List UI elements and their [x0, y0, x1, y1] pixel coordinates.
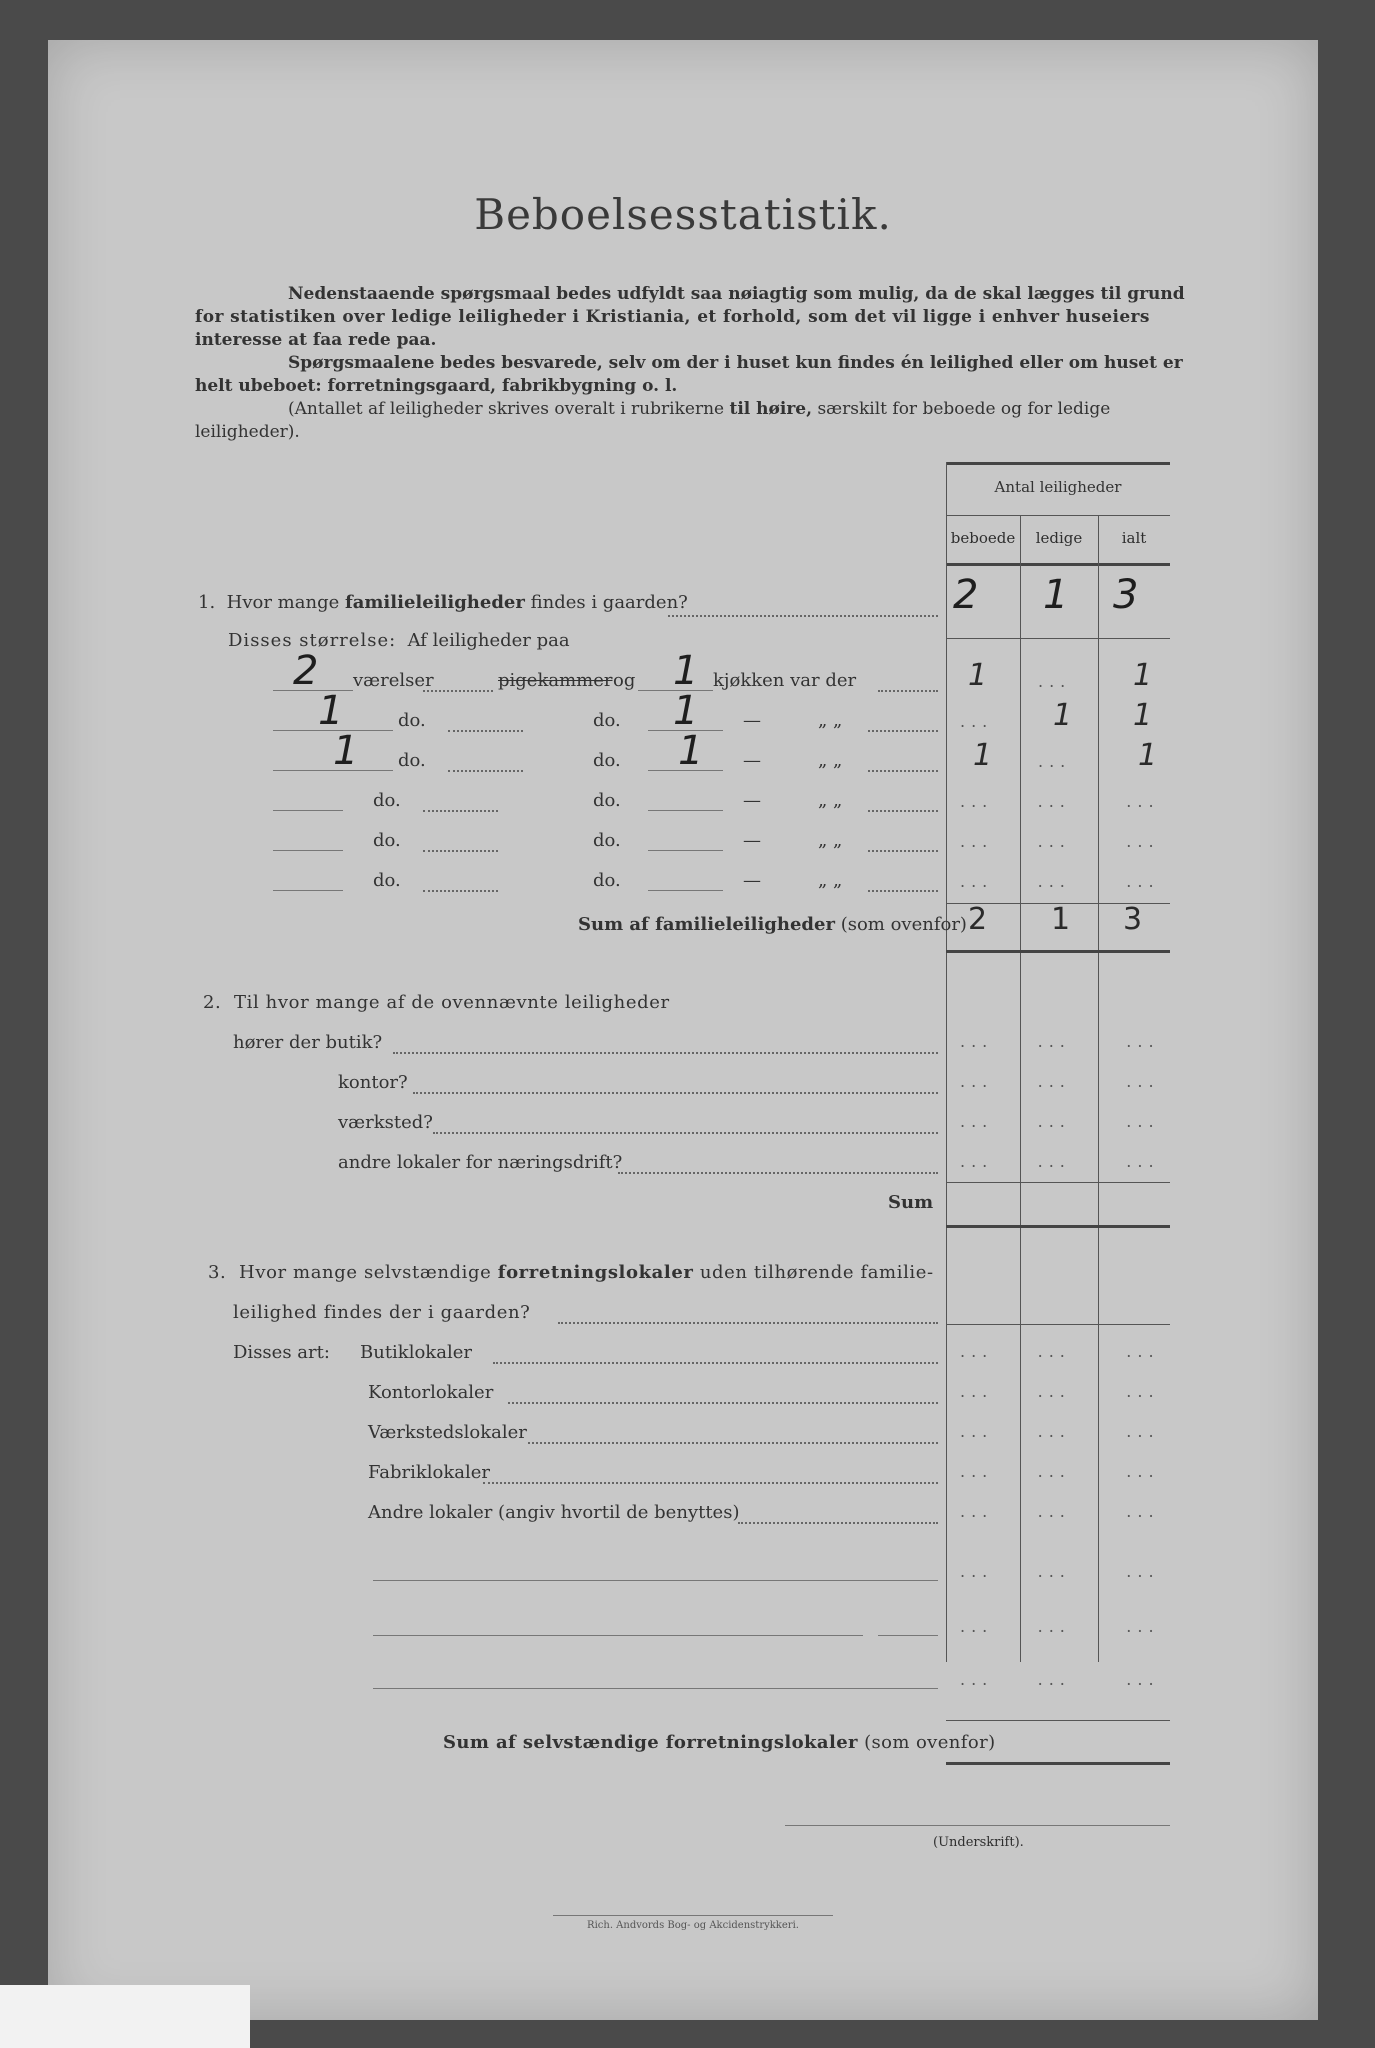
col-header-ledige: ledige — [1035, 529, 1083, 547]
row4-quote: „ „ — [818, 790, 843, 811]
row5-rooms-label: do. — [373, 830, 401, 851]
intro-line-1: Nedenstaaende spørgsmaal bedes udfyldt saa nøiagtig som mulig, da de skal lægges til grund — [288, 284, 1185, 304]
q2-item-andre: andre lokaler for næringsdrift? — [338, 1152, 623, 1173]
q2-item-butik: hører der butik? — [233, 1032, 383, 1053]
q3-line2: leilighed findes der i gaarden? — [233, 1302, 531, 1323]
q2-cell-dots-2: ... ... ... — [960, 1072, 1160, 1091]
row5-dash: — — [743, 830, 761, 851]
q3-art-label: Disses art: — [233, 1342, 330, 1363]
q1-answer-beboede: 2 — [953, 572, 979, 618]
q1-sum-beboede: 2 — [968, 902, 988, 937]
q3-cell-dots-2: ... ... ... — [960, 1382, 1160, 1401]
row1-og: og — [613, 670, 636, 691]
table-group-header: Antal leiligheder — [994, 478, 1122, 496]
row2-ialt: 1 — [1133, 698, 1153, 733]
q3-cell-dots-7: ... ... ... — [960, 1617, 1160, 1636]
q1-sum-label — [578, 914, 967, 935]
q1-pre: Hvor mange — [226, 592, 340, 613]
row2-dash: — — [743, 710, 761, 731]
q1-sum-bold: Sum af familieleiligheder — [578, 914, 835, 935]
q3-number: 3. — [208, 1262, 227, 1283]
q2-item-kontor: kontor? — [338, 1072, 408, 1093]
size-sub: Af leiligheder paa — [407, 630, 570, 651]
q3-item-vaerksted: Værkstedslokaler — [368, 1422, 527, 1443]
row5-do: do. — [593, 830, 621, 851]
intro-line-6 — [288, 398, 1110, 421]
q2-number: 2. — [203, 992, 222, 1013]
q3-pre: Hvor mange selvstændige — [239, 1262, 492, 1283]
q1-sum-post: (som ovenfor) — [840, 914, 967, 935]
intro-line-7: leiligheder). — [195, 422, 300, 442]
row3-quote: „ „ — [818, 750, 843, 771]
printer-credit: Rich. Andvords Bog- og Akcidenstrykkeri. — [587, 1920, 799, 1931]
row4-do: do. — [593, 790, 621, 811]
row1-ledige-dots: ... — [1038, 672, 1072, 691]
q1-answer-ledige: 1 — [1043, 572, 1069, 618]
q3-sum-label — [443, 1732, 996, 1753]
intro-note-bold: til høire, — [729, 399, 813, 419]
intro-line-3: interesse at faa rede paa. — [195, 330, 437, 350]
film-edge — [0, 1985, 250, 2048]
row1-rooms: 2 — [293, 648, 319, 694]
q1-number: 1. — [198, 592, 216, 613]
row6-quote: „ „ — [818, 870, 843, 891]
row3-dash: — — [743, 750, 761, 771]
row1-rooms-label: værelser — [353, 670, 434, 691]
q3-bold: forretningslokaler — [497, 1262, 694, 1283]
row4-cell-dots: ... ... ... — [960, 792, 1160, 811]
row6-dash: — — [743, 870, 761, 891]
q2-cell-dots-1: ... ... ... — [960, 1032, 1160, 1051]
row2-rooms-label: do. — [398, 710, 426, 731]
q3-sum-bold: Sum af selvstændige forretningslokaler — [443, 1732, 858, 1753]
signature-label: (Underskrift). — [933, 1835, 1024, 1850]
row6-do: do. — [593, 870, 621, 891]
q3-cell-dots-3: ... ... ... — [960, 1422, 1160, 1441]
q2-item-vaerksted: værksted? — [338, 1112, 433, 1133]
q3-item-andre: Andre lokaler (angiv hvortil de benyttes) — [368, 1502, 740, 1523]
q3-cell-dots-6: ... ... ... — [960, 1562, 1160, 1581]
q2-cell-dots-4: ... ... ... — [960, 1152, 1160, 1171]
q2-sum: Sum — [888, 1192, 934, 1213]
row6-cell-dots: ... ... ... — [960, 872, 1160, 891]
q2-question: Til hvor mange af de ovennævnte leiligheder — [234, 992, 670, 1013]
q3-item-butik: Butiklokaler — [360, 1342, 472, 1363]
intro-note-a: (Antallet af leiligheder skrives overalt i rubrikerne — [288, 399, 725, 419]
size-label: Disses størrelse: — [228, 630, 397, 651]
row5-cell-dots: ... ... ... — [960, 832, 1160, 851]
q1-answer-ialt: 3 — [1113, 572, 1139, 618]
q3-text — [208, 1262, 934, 1283]
col-header-beboede: beboede — [950, 529, 1016, 547]
row6-rooms-label: do. — [373, 870, 401, 891]
row1-struck: pigekammer — [498, 670, 613, 691]
q3-cell-dots-8: ... ... ... — [960, 1670, 1160, 1689]
row2-beboede-dots: ... — [960, 712, 994, 731]
row3-do: do. — [593, 750, 621, 771]
row1-beboede: 1 — [968, 658, 988, 693]
q2-cell-dots-3: ... ... ... — [960, 1112, 1160, 1131]
q3-item-fabrik: Fabriklokaler — [368, 1462, 491, 1483]
form-page — [48, 40, 1318, 2020]
row2-quote: „ „ — [818, 710, 843, 731]
q2-text — [203, 992, 670, 1013]
q3-cell-dots-5: ... ... ... — [960, 1502, 1160, 1521]
q3-cell-dots-1: ... ... ... — [960, 1342, 1160, 1361]
row3-rooms: 1 — [333, 728, 359, 774]
intro-line-2: for statistiken over ledige leiligheder i Kristiania, et forhold, som det vil ligge i enhver huseiers — [195, 307, 1150, 327]
row4-rooms-label: do. — [373, 790, 401, 811]
intro-line-4: Spørgsmaalene bedes besvarede, selv om der i huset kun findes én leilighed eller om huset er — [288, 353, 1183, 373]
col-header-ialt: ialt — [1121, 529, 1147, 547]
q1-sum-ialt: 3 — [1123, 902, 1143, 937]
row2-do: do. — [593, 710, 621, 731]
row5-quote: „ „ — [818, 830, 843, 851]
intro-line-5: helt ubeboet: forretningsgaard, fabrikbygning o. l. — [195, 376, 678, 396]
row3-ledige-dots: ... — [1038, 752, 1072, 771]
q3-post: uden tilhørende familie- — [699, 1262, 934, 1283]
row4-dash: — — [743, 790, 761, 811]
row1-kitchen: 1 — [673, 648, 699, 694]
intro-note-c: særskilt for beboede og for ledige — [817, 399, 1111, 419]
form-title: Beboelsesstatistik. — [474, 190, 892, 239]
q1-post: findes i gaarden? — [530, 592, 688, 613]
row1-ialt: 1 — [1133, 658, 1153, 693]
row3-ialt: 1 — [1138, 738, 1158, 773]
row2-rooms: 1 — [318, 688, 344, 734]
row2-ledige: 1 — [1053, 698, 1073, 733]
row3-rooms-label: do. — [398, 750, 426, 771]
q1-size-label — [228, 630, 570, 651]
row1-kitchen-label: kjøkken var der — [713, 670, 857, 691]
row2-kitchen: 1 — [673, 688, 699, 734]
q3-item-kontor: Kontorlokaler — [368, 1382, 494, 1403]
q3-cell-dots-4: ... ... ... — [960, 1462, 1160, 1481]
q1-sum-ledige: 1 — [1051, 902, 1071, 937]
row3-kitchen: 1 — [678, 728, 704, 774]
row3-beboede: 1 — [973, 738, 993, 773]
q3-sum-post: (som ovenfor) — [864, 1732, 996, 1753]
q1-text — [198, 592, 688, 613]
q1-bold: familieleiligheder — [344, 592, 525, 613]
